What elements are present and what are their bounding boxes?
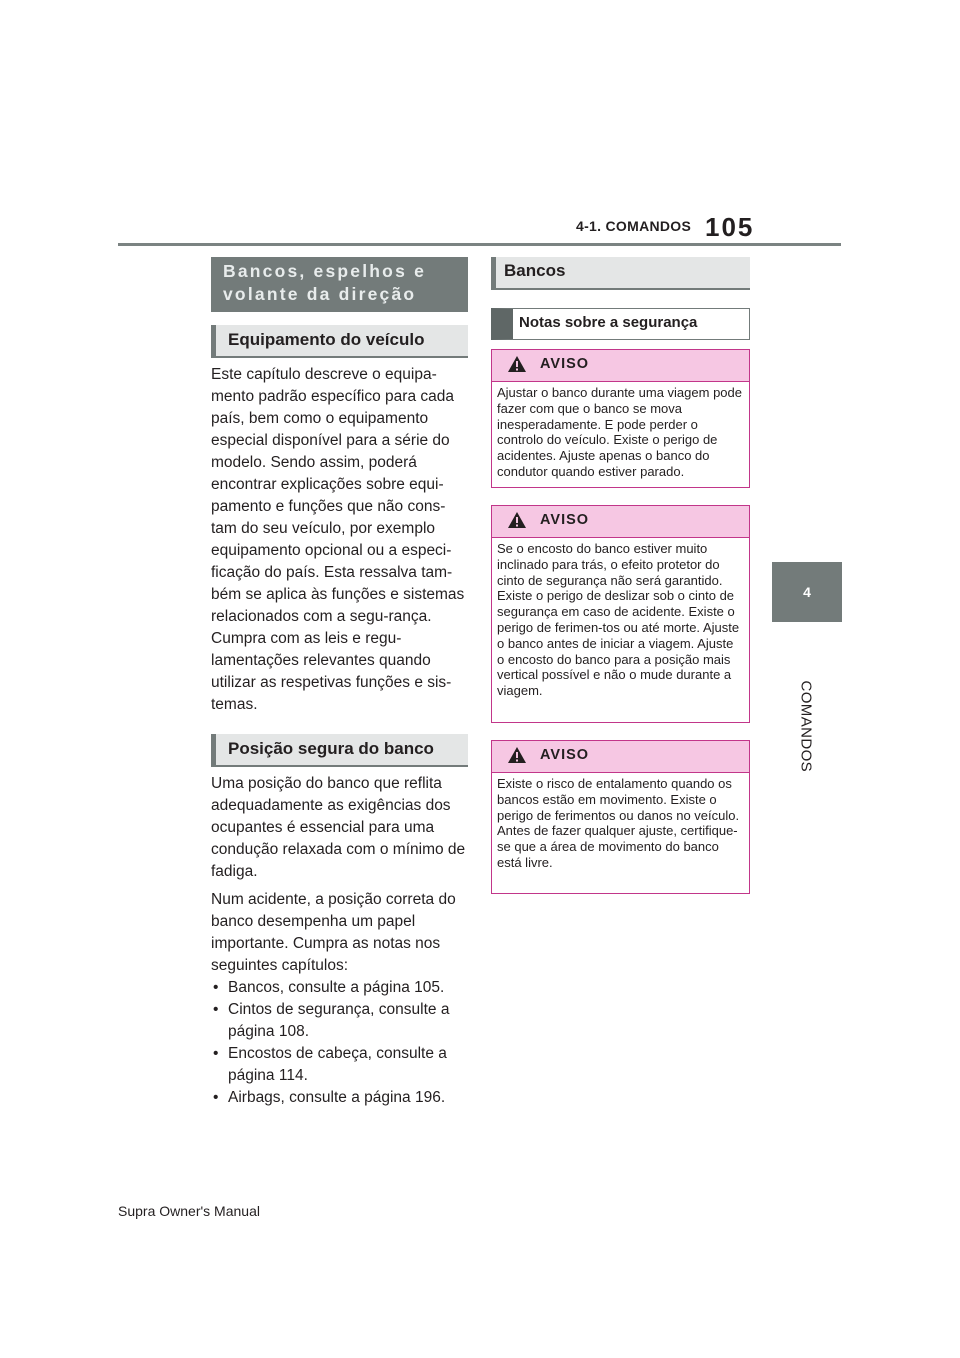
warning-text: Ajustar o banco durante uma viagem pode fazer com que o banco se mova inesperadamente. E pode perder o controlo do veículo. Existe o perigo de acidentes. Ajuste apenas o banco do condutor quando estiver parado. — [497, 385, 742, 479]
list-item[interactable]: • Airbags, consulte a página 196. — [211, 1087, 469, 1109]
warning-icon — [507, 355, 527, 373]
list-item[interactable]: • Bancos, consulte a página 105. — [211, 977, 469, 999]
warning-icon — [507, 511, 527, 529]
section-heading-seats: Bancos — [491, 257, 750, 290]
seat-position-paragraph-2: Num acidente, a posição correta do banco desempenha um papel importante. Cumpra as notas nos seguintes capítulos: — [211, 891, 456, 974]
safety-notes-heading: Notas sobre a segurança — [491, 308, 750, 340]
warning-label: AVISO — [540, 356, 590, 372]
section-heading-equipment: Equipamento do veículo — [211, 325, 468, 358]
warning-box — [491, 349, 750, 488]
equipment-paragraph: Este capítulo descreve o equipa-mento padrão específico para cada país, bem como o equipamento especial disponível para a série do modelo. Sendo assim, poderá encontrar explicações sobre equi-pamento e funções que não cons-tam do seu veículo, por exemplo equipamento opcional ou a especi-ficação do país. Esta ressalva tam-bém se aplica às funções e sistemas relacionados com a segu-rança. Cumpra com as leis e regu-lamentações relevantes quando utilizar as respetivas funções e sis-temas. — [211, 366, 465, 713]
warning-label: AVISO — [540, 747, 590, 763]
list-item[interactable]: • Cintos de segurança, consulte a página 108. — [211, 999, 469, 1043]
seat-position-paragraph-1: Uma posição do banco que reflita adequadamente as exigências dos ocupantes é essencial para uma condução relaxada com o mínimo de fadiga. — [211, 775, 466, 880]
chapter-tab-label: COMANDOS — [797, 680, 815, 773]
warning-icon — [507, 746, 527, 764]
section-heading-seat-position: Posição segura do banco — [211, 734, 468, 767]
section-label: 4-1. COMANDOS — [576, 218, 692, 234]
header-divider — [118, 243, 841, 246]
chapter-tab[interactable]: 4 — [772, 562, 842, 622]
warning-label: AVISO — [540, 512, 590, 528]
warning-header — [492, 741, 749, 773]
footer-title: Supra Owner's Manual — [118, 1203, 260, 1219]
warning-box — [491, 505, 750, 723]
page-number: 105 — [705, 212, 755, 242]
page-title: Bancos, espelhos e volante da direção — [211, 257, 468, 312]
warning-box — [491, 740, 750, 894]
warning-header — [492, 506, 749, 538]
list-item[interactable]: • Encostos de cabeça, consulte a página 114. — [211, 1043, 469, 1087]
seat-position-text — [211, 773, 469, 1109]
equipment-text — [211, 364, 469, 716]
warning-text: Se o encosto do banco estiver muito inclinado para trás, o efeito protetor do cinto de segurança não será garantido. Existe o perigo de deslizar sob o cinto de segurança em caso de acidente. Existe o perigo de ferimen-tos ou até morte. Ajuste o banco antes de iniciar a viagem. Ajuste o encosto do banco para a posição mais vertical possível e não o mude durante a viagem. — [497, 541, 740, 699]
warning-text: Existe o risco de entalamento quando os bancos estão em movimento. Existe o perigo de ferimentos ou danos no veículo. Antes de fazer qualquer ajuste, certifique-se que a área de movimento do banco está livre. — [497, 776, 740, 870]
reference-list — [211, 977, 469, 1109]
warning-header — [492, 350, 749, 382]
